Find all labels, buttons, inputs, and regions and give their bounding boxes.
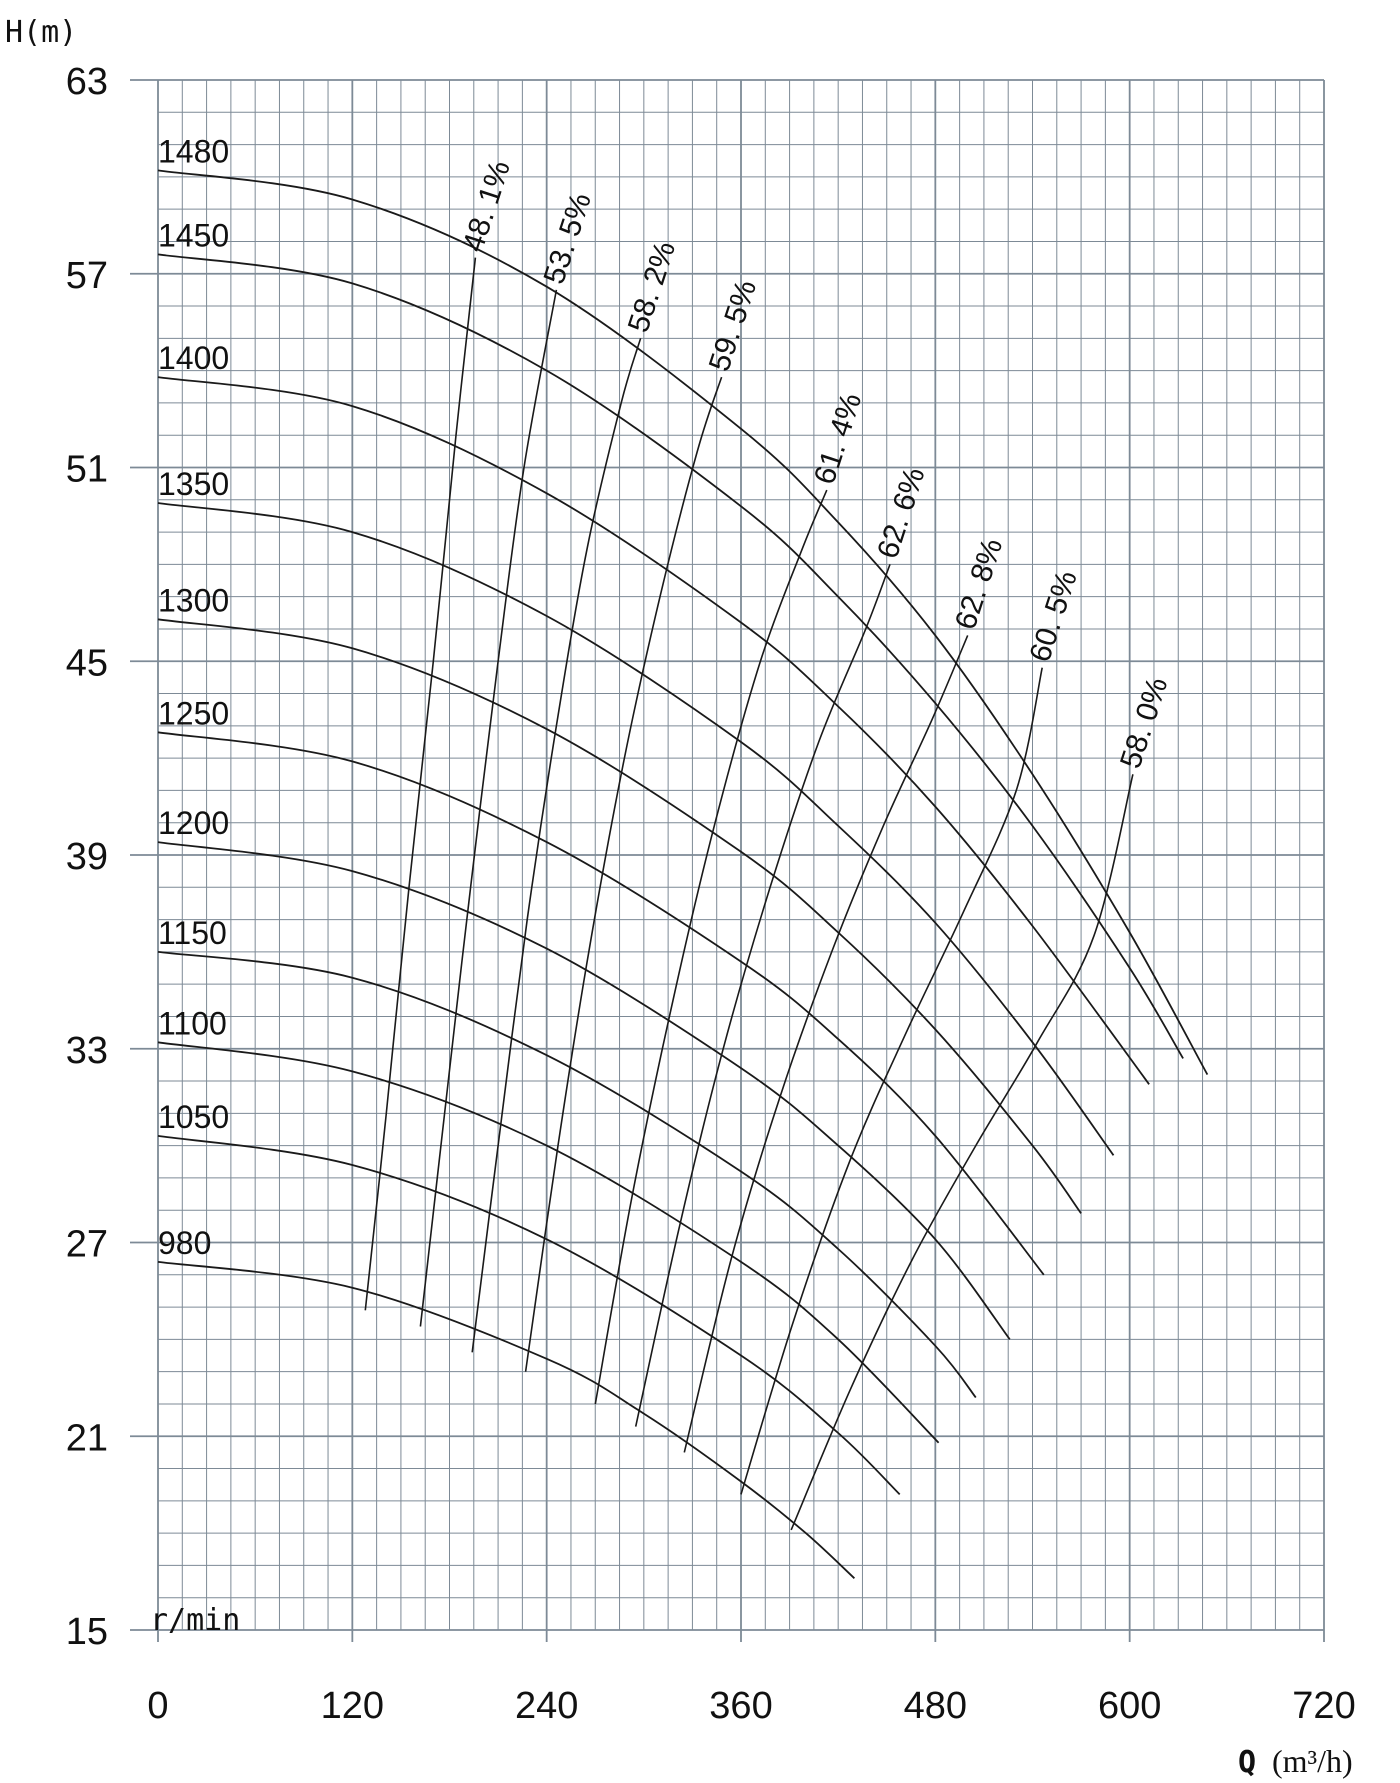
x-tick-label: 720 — [1292, 1685, 1356, 1727]
efficiency-label: 48. 1% — [456, 156, 517, 256]
speed-label-1300: 1300 — [158, 582, 230, 619]
speed-label-1050: 1050 — [158, 1098, 230, 1135]
speed-label-1100: 1100 — [158, 1005, 227, 1042]
efficiency-label: 61. 4% — [808, 389, 869, 489]
x-tick-label: 0 — [147, 1685, 169, 1727]
speed-label-1480: 1480 — [158, 133, 230, 170]
efficiency-label: 59. 5% — [702, 276, 764, 376]
x-axis-unit: (m³/h) — [1272, 1743, 1353, 1779]
efficiency-label: 60. 5% — [1023, 566, 1084, 666]
efficiency-label: 58. 2% — [621, 237, 683, 337]
x-tick-label: 600 — [1097, 1685, 1162, 1727]
y-tick-label: 33 — [65, 1029, 108, 1072]
efficiency-label: 58. 0% — [1114, 673, 1175, 773]
y-tick-label: 27 — [65, 1223, 108, 1266]
y-axis-title: H(m) — [5, 15, 78, 50]
speed-unit-label: r/min — [150, 1603, 241, 1638]
speed-label-1150: 1150 — [158, 914, 227, 951]
efficiency-label: 62. 8% — [948, 534, 1010, 634]
y-tick-label: 39 — [65, 836, 108, 878]
speed-label-1250: 1250 — [158, 695, 230, 732]
y-tick-label: 15 — [65, 1611, 108, 1653]
speed-label-980: 980 — [158, 1224, 212, 1261]
x-axis-title: Q — [1238, 1745, 1257, 1780]
y-tick-label: 45 — [65, 642, 108, 685]
speed-label-1350: 1350 — [158, 466, 230, 503]
speed-label-1200: 1200 — [158, 805, 230, 842]
efficiency-label: 53. 5% — [537, 189, 598, 289]
y-tick-label: 57 — [65, 254, 108, 297]
x-tick-label: 480 — [903, 1685, 968, 1727]
y-tick-label: 21 — [65, 1417, 108, 1460]
x-tick-label: 240 — [514, 1685, 579, 1727]
x-tick-label: 120 — [320, 1685, 385, 1727]
y-tick-label: 63 — [65, 61, 108, 103]
x-tick-label: 360 — [709, 1685, 773, 1727]
speed-label-1450: 1450 — [158, 217, 230, 254]
efficiency-label: 62. 6% — [871, 463, 932, 563]
y-tick-label: 51 — [65, 448, 108, 491]
speed-label-1400: 1400 — [158, 340, 230, 377]
